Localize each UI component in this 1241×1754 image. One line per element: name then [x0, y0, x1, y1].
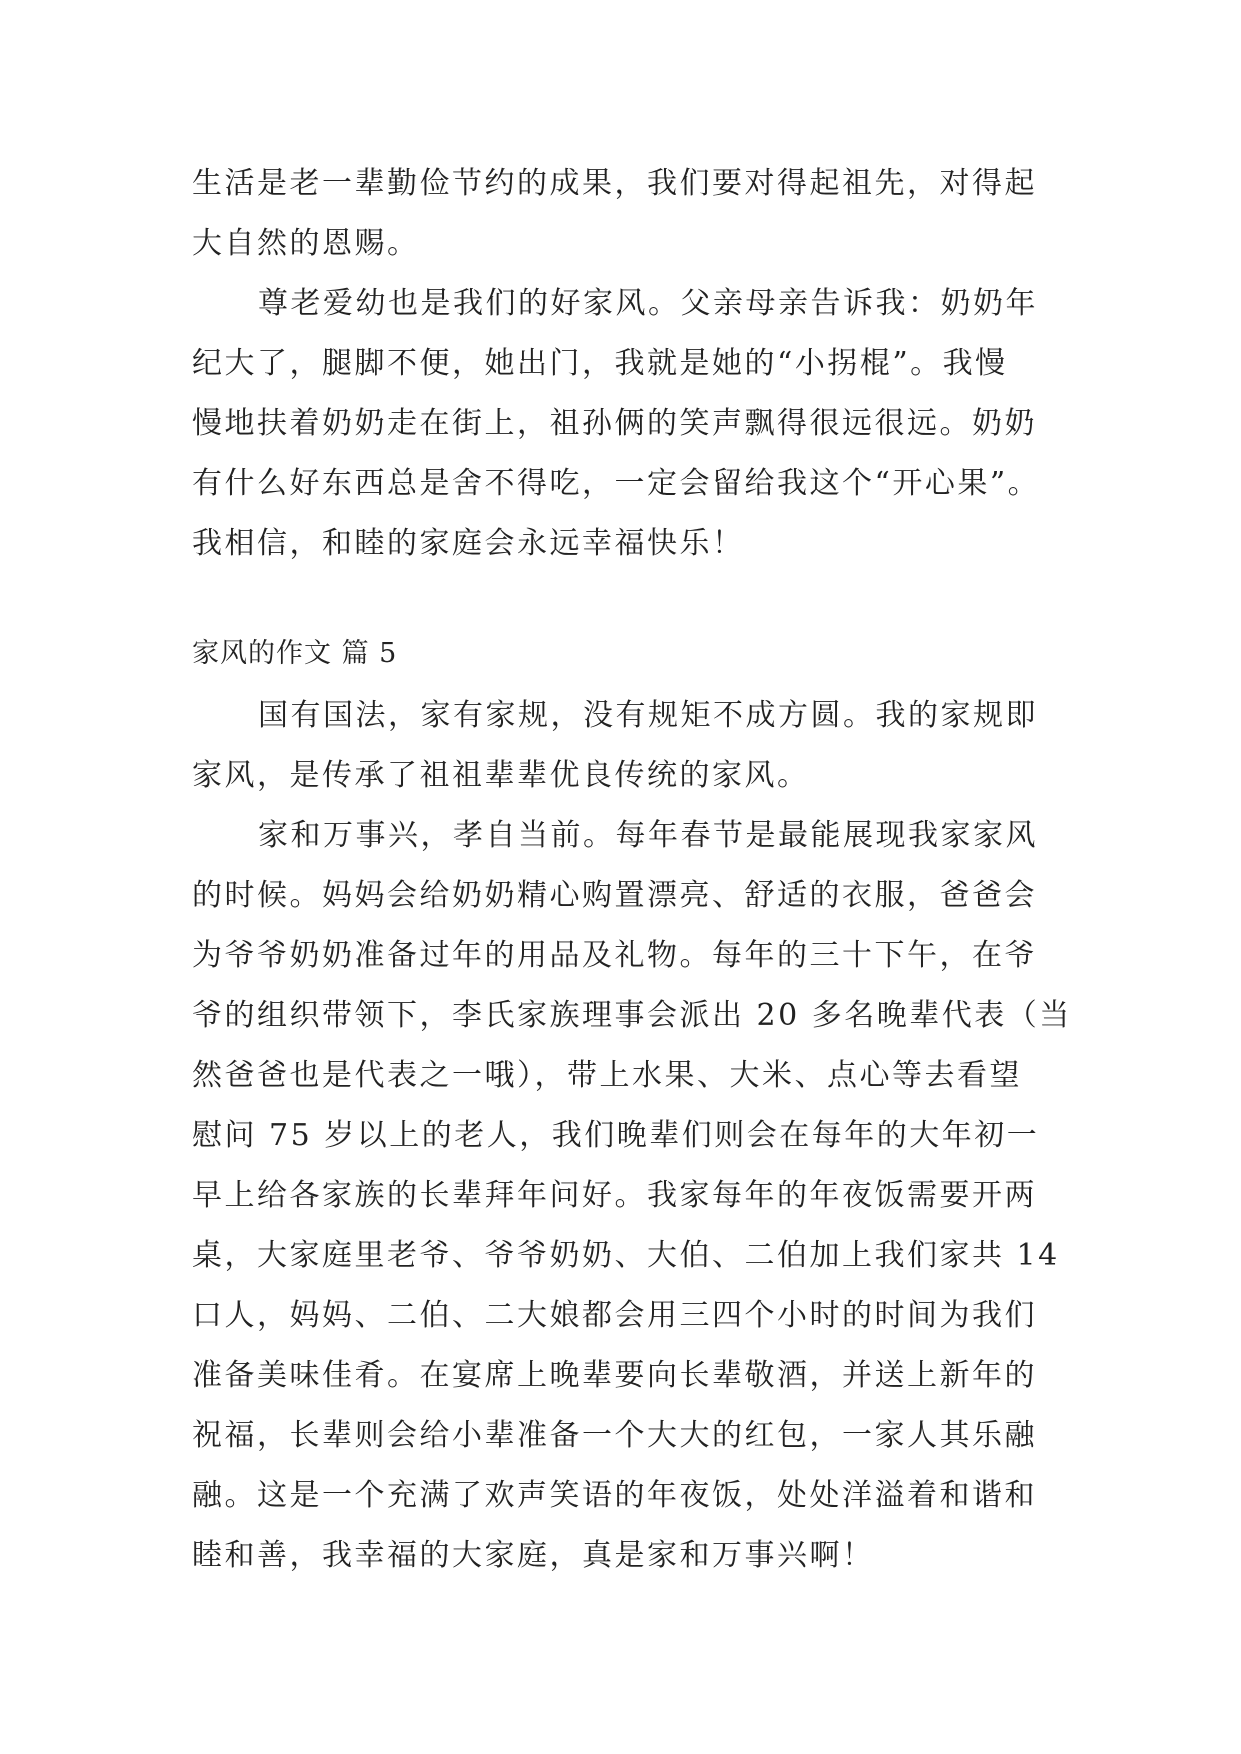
paragraph-line: 为爷爷奶奶准备过年的用品及礼物。每年的三十下午，在爷 [192, 938, 1037, 973]
paragraph-line: 然爸爸也是代表之一哦），带上水果、大米、点心等去看望 [192, 1058, 1022, 1093]
paragraph-line: 有什么好东西总是舍不得吃，一定会留给我这个“开心果”。 [192, 466, 1041, 501]
paragraph-line: 我相信，和睦的家庭会永远幸福快乐！ [192, 526, 745, 561]
paragraph-line: 生活是老一辈勤俭节约的成果，我们要对得起祖先，对得起 [192, 166, 1037, 201]
paragraph-line: 慰问 75 岁以上的老人，我们晚辈们则会在每年的大年初一 [192, 1118, 1040, 1153]
paragraph-line: 桌，大家庭里老爷、爷爷奶奶、大伯、二伯加上我们家共 14 [192, 1238, 1060, 1273]
paragraph-line: 大自然的恩赐。 [192, 226, 420, 261]
paragraph-line: 祝福，长辈则会给小辈准备一个大大的红包，一家人其乐融 [192, 1418, 1037, 1453]
paragraph-line: 睦和善，我幸福的大家庭，真是家和万事兴啊！ [192, 1538, 875, 1573]
paragraph-line: 口人，妈妈、二伯、二大娘都会用三四个小时的时间为我们 [192, 1298, 1037, 1333]
paragraph-line: 的时候。妈妈会给奶奶精心购置漂亮、舒适的衣服，爸爸会 [192, 878, 1037, 913]
paragraph-line: 家风，是传承了祖祖辈辈优良传统的家风。 [192, 758, 810, 793]
paragraph-line: 早上给各家族的长辈拜年问好。我家每年的年夜饭需要开两 [192, 1178, 1037, 1213]
paragraph-line: 准备美味佳肴。在宴席上晚辈要向长辈敬酒，并送上新年的 [192, 1358, 1037, 1393]
paragraph-line: 融。这是一个充满了欢声笑语的年夜饭，处处洋溢着和谐和 [192, 1478, 1037, 1513]
section-title: 家风的作文 篇 5 [192, 638, 398, 669]
paragraph-line: 纪大了，腿脚不便，她出门，我就是她的“小拐棍”。我慢 [192, 346, 1008, 381]
paragraph-line: 国有国法，家有家规，没有规矩不成方圆。我的家规即 [258, 698, 1038, 733]
paragraph-line: 家和万事兴，孝自当前。每年春节是最能展现我家家风 [258, 818, 1038, 853]
paragraph-line: 爷的组织带领下，李氏家族理事会派出 20 多名晚辈代表（当 [192, 998, 1072, 1033]
paragraph-line: 慢地扶着奶奶走在街上，祖孙俩的笑声飘得很远很远。奶奶 [192, 406, 1037, 441]
paragraph-line: 尊老爱幼也是我们的好家风。父亲母亲告诉我：奶奶年 [258, 286, 1038, 321]
